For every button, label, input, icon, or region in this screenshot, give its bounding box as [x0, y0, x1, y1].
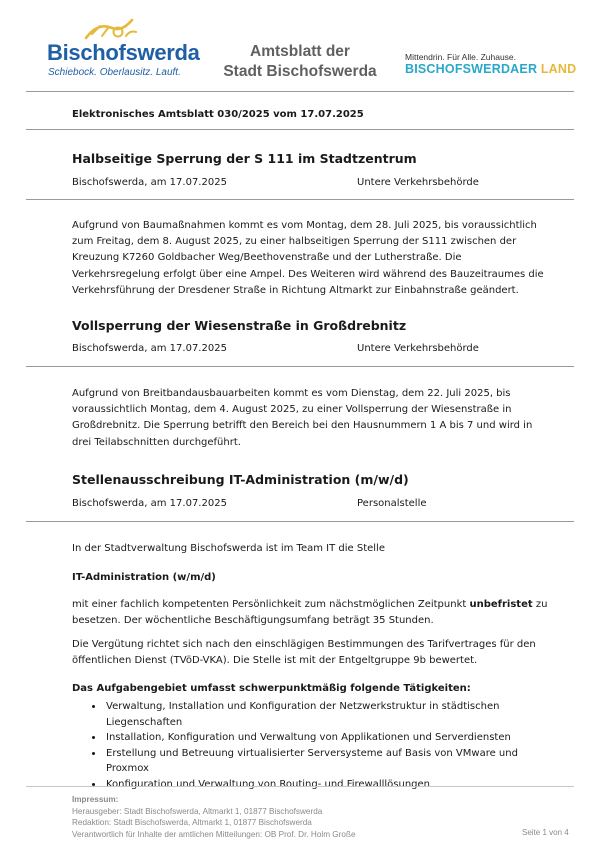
gazette-title-line1: Amtsblatt der: [250, 43, 350, 60]
section-title: Vollsperrung der Wiesenstraße in Großdrebnitz: [72, 318, 407, 333]
task-item: • Konfiguration und Verwaltung von Routing- und Firewalllösungen: [104, 777, 564, 793]
task-item: • Erstellung und Betreuung virtualisierter Serversysteme auf Basis von VMware und Proxmox: [104, 746, 564, 777]
section-body: Aufgrund von Breitbandausbauarbeiten kommt es vom Dienstag, dem 22. Juli 2025, bis voraussichtlich Montag, dem 4. August 2025, zu einer Vollsperrung der Wiesenstraße in Großdrebnitz. Die Sperrung betrifft den Bereich bei den Hausnummern 1 A bis 7 und wird in drei Teilabschnitten durchgeführt.: [72, 388, 533, 448]
footer-divider: [26, 786, 574, 787]
section-department: Untere Verkehrsbehörde: [357, 343, 479, 354]
header-divider: [26, 91, 574, 92]
town-logo-icon: [78, 16, 138, 42]
section-body: Aufgrund von Baumaßnahmen kommt es vom Montag, dem 28. Juli 2025, bis voraussichtlich zum Freitag, dem 8. August 2025, zu einer halbseitigen Sperrung der S111 zwischen der Kreuzung K7260 Goldbacher Weg/Beethovenstraße und der Lutherstraße. Die Verkehrsregelung erfolgt über eine Ampel. Des Weiteren wird während des Bauzeitraumes die Verkehrsführung der Dresdener Straße in Richtung Altmarkt zur Einbahnstraße geändert.: [72, 220, 544, 296]
town-logo-name: Bischofswerda: [47, 40, 200, 65]
section-place-date: Bischofswerda, am 17.07.2025: [72, 498, 227, 509]
gazette-title-line2: Stadt Bischofswerda: [223, 63, 377, 80]
tasks-heading: Das Aufgabengebiet umfasst schwerpunktmäßig folgende Tätigkeiten:: [72, 683, 471, 694]
job-p1-bold: unbefristet: [469, 599, 533, 610]
imprint-heading: Impressum:: [72, 795, 119, 804]
tasks-list: [90, 699, 564, 792]
job-intro: In der Stadtverwaltung Bischofswerda ist im Team IT die Stelle: [72, 543, 385, 554]
section-department: Personalstelle: [357, 498, 427, 509]
section-place-date: Bischofswerda, am 17.07.2025: [72, 177, 227, 188]
job-p1-text-a: mit einer fachlich kompetenten Persönlichkeit zum nächstmöglichen Zeitpunkt: [72, 599, 470, 610]
imprint-line: Verantwortlich für Inhalte der amtlichen Mitteilungen: OB Prof. Dr. Holm Große: [72, 829, 356, 839]
job-paragraph-1: [72, 597, 550, 629]
document-reference: Elektronisches Amtsblatt 030/2025 vom 17.07.2025: [72, 109, 364, 120]
job-position: IT-Administration (w/m/d): [72, 572, 216, 583]
task-item: • Installation, Konfiguration und Verwaltung von Applikationen und Serverdiensten: [104, 730, 564, 746]
region-claim-big-b: LAND: [540, 62, 577, 76]
gazette-title: [190, 42, 410, 82]
region-claim-big-a: BISCHOFSWERDAER: [405, 62, 541, 76]
page-number: Seite 1 von 4: [522, 828, 569, 837]
section-divider: [26, 366, 574, 367]
section-place-date: Bischofswerda, am 17.07.2025: [72, 343, 227, 354]
section-divider: [26, 521, 574, 522]
imprint-line: Redaktion: Stadt Bischofswerda, Altmarkt 1, 01877 Bischofswerda: [72, 818, 312, 828]
task-item: • Verwaltung, Installation und Konfiguration der Netzwerkstruktur in städtischen Liegenschaften: [104, 699, 564, 730]
town-logo-tagline: Schiebock. Oberlausitz. Lauft.: [48, 67, 181, 78]
section-title: Stellenausschreibung IT-Administration (m/w/d): [72, 472, 409, 487]
region-claim-small: Mittendrin. Für Alle. Zuhause.: [405, 52, 517, 62]
section-divider: [26, 199, 574, 200]
job-p1-text-b: zu besetzen. Der wöchentliche Beschäftigungsumfang beträgt 35 Stunden.: [72, 599, 548, 627]
region-claim-big: [405, 62, 576, 76]
job-paragraph-2: Die Vergütung richtet sich nach den einschlägigen Bestimmungen des Tarifvertrages für den öffentlichen Dienst (TVöD-VKA). Die Stelle ist mit der Entgeltgruppe 9b bewertet.: [72, 639, 536, 667]
imprint-line: Herausgeber: Stadt Bischofswerda, Altmarkt 1, 01877 Bischofswerda: [72, 806, 323, 816]
imprint: [72, 794, 356, 840]
section-department: Untere Verkehrsbehörde: [357, 177, 479, 188]
section-divider: [26, 129, 574, 130]
section-title: Halbseitige Sperrung der S 111 im Stadtzentrum: [72, 151, 417, 166]
